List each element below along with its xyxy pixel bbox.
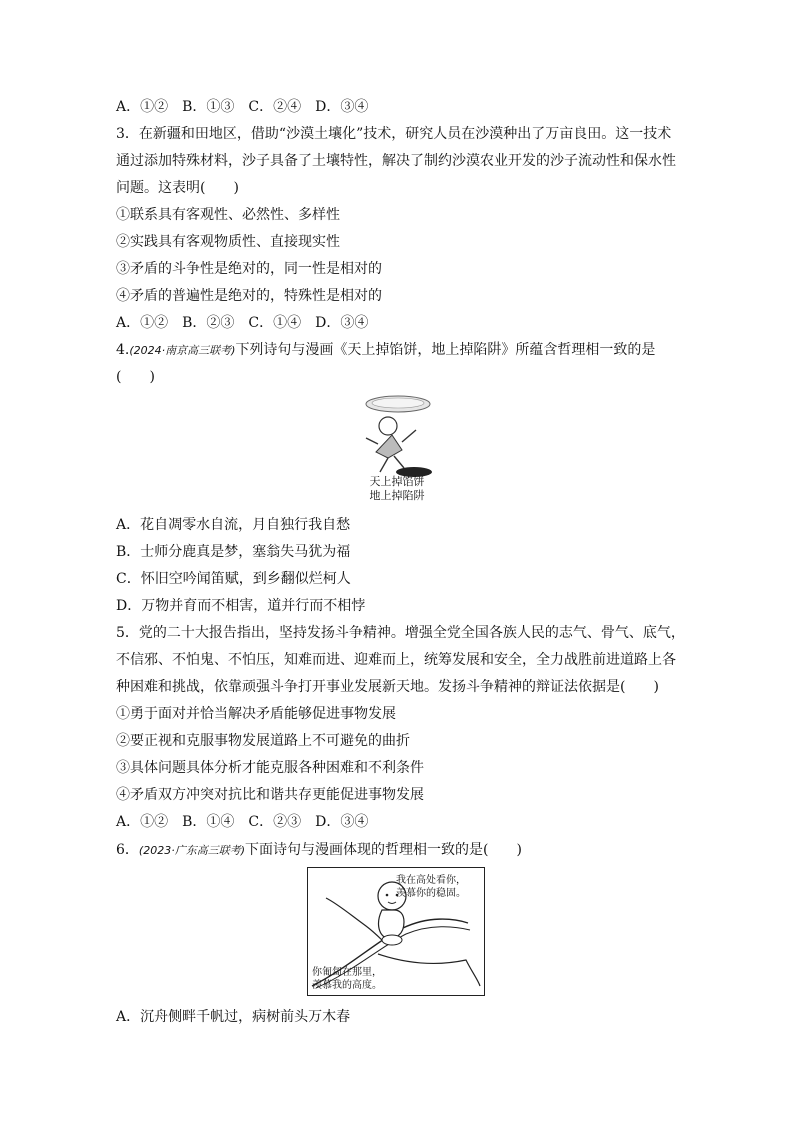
q5-stem-line3: 种困难和挑战，依靠顽强斗争打开事业发展新天地。发扬斗争精神的辩证法依据是( ) [116,679,659,695]
q3-option-2: ②实践具有客观物质性、直接现实性 [116,234,340,250]
q6-speech-top-line2: 羡慕你的稳固。 [396,888,466,899]
q6-speech-top [396,874,484,900]
q4-cartoon-caption-1: 天上掉馅饼 [369,475,425,488]
q6-source: (2023·广东高三联考) [138,844,245,857]
q4-option-a: A．花自凋零水自流，月自独行我自愁 [116,517,351,533]
q3-option-1: ①联系具有客观性、必然性、多样性 [116,207,340,223]
q6-cartoon [307,867,485,996]
q3-option-3: ③矛盾的斗争性是绝对的，同一性是相对的 [116,261,382,277]
q6-speech-bottom [312,966,402,992]
q4-option-c: C．怀旧空吟闻笛赋，到乡翻似烂柯人 [116,571,351,587]
q4-option-b: B．士师分鹿真是梦，塞翁失马犹为福 [116,544,351,560]
q5-option-1: ①勇于面对并恰当解决矛盾能够促进事物发展 [116,706,396,722]
q2-choices: A．①② B．①③ C．②④ D．③④ [116,99,369,115]
q4-cartoon-caption-2: 地上掉陷阱 [369,489,425,502]
q6-speech-top-line1: 我在高处看你， [396,875,466,886]
q6-stem-text: 下面诗句与漫画体现的哲理相一致的是( ) [245,842,522,858]
q4-option-d: D．万物并育而不相害，道并行而不相悖 [116,598,366,614]
q4-cartoon [358,392,436,482]
q3-stem-line2: 通过添加特殊材料，沙子具备了土壤特性，解决了制约沙漠农业开发的沙子流动性和保水性 [116,153,676,169]
q3-choices: A．①② B．②③ C．①④ D．③④ [116,315,369,331]
q6-number: 6． [116,842,139,858]
q4-paren: ( ) [116,369,155,385]
q4-stem [116,341,655,360]
q5-stem-line1: 5．党的二十大报告指出，坚持发扬斗争精神。增强全党全国各族人民的志气、骨气、底气， [116,625,685,641]
q3-stem-line3: 问题。这表明( ) [116,180,239,196]
q4-number: 4. [116,342,130,358]
q4-stem-text: 下列诗句与漫画《天上掉馅饼，地上掉陷阱》所蕴含哲理相一致的是 [235,342,656,358]
q6-option-a: A．沉舟侧畔千帆过，病树前头万木春 [116,1009,351,1025]
q5-option-2: ②要正视和克服事物发展道路上不可避免的曲折 [116,733,410,749]
cartoon-pie-falling-illustration [358,392,436,482]
q3-stem-line1: 3．在新疆和田地区，借助“沙漠土壤化”技术，研究人员在沙漠种出了万亩良田。这一技术 [116,126,672,142]
q6-speech-bottom-line2: 羡慕我的高度。 [312,980,382,991]
q6-stem [116,841,522,860]
q5-option-4: ④矛盾双方冲突对抗比和谐共存更能促进事物发展 [116,787,424,803]
q5-stem-line2: 不信邪、不怕鬼、不怕压，知难而进、迎难而上，统筹发展和安全，全力战胜前进道路上各 [116,652,676,668]
q6-speech-bottom-line1: 你匍匐在那里， [312,967,382,978]
q4-source: (2024·南京高三联考) [129,344,236,357]
q5-option-3: ③具体问题具体分析才能克服各种困难和不利条件 [116,760,424,776]
q5-choices: A．①② B．①④ C．②③ D．③④ [116,814,369,830]
q3-option-4: ④矛盾的普遍性是绝对的，特殊性是相对的 [116,288,382,304]
